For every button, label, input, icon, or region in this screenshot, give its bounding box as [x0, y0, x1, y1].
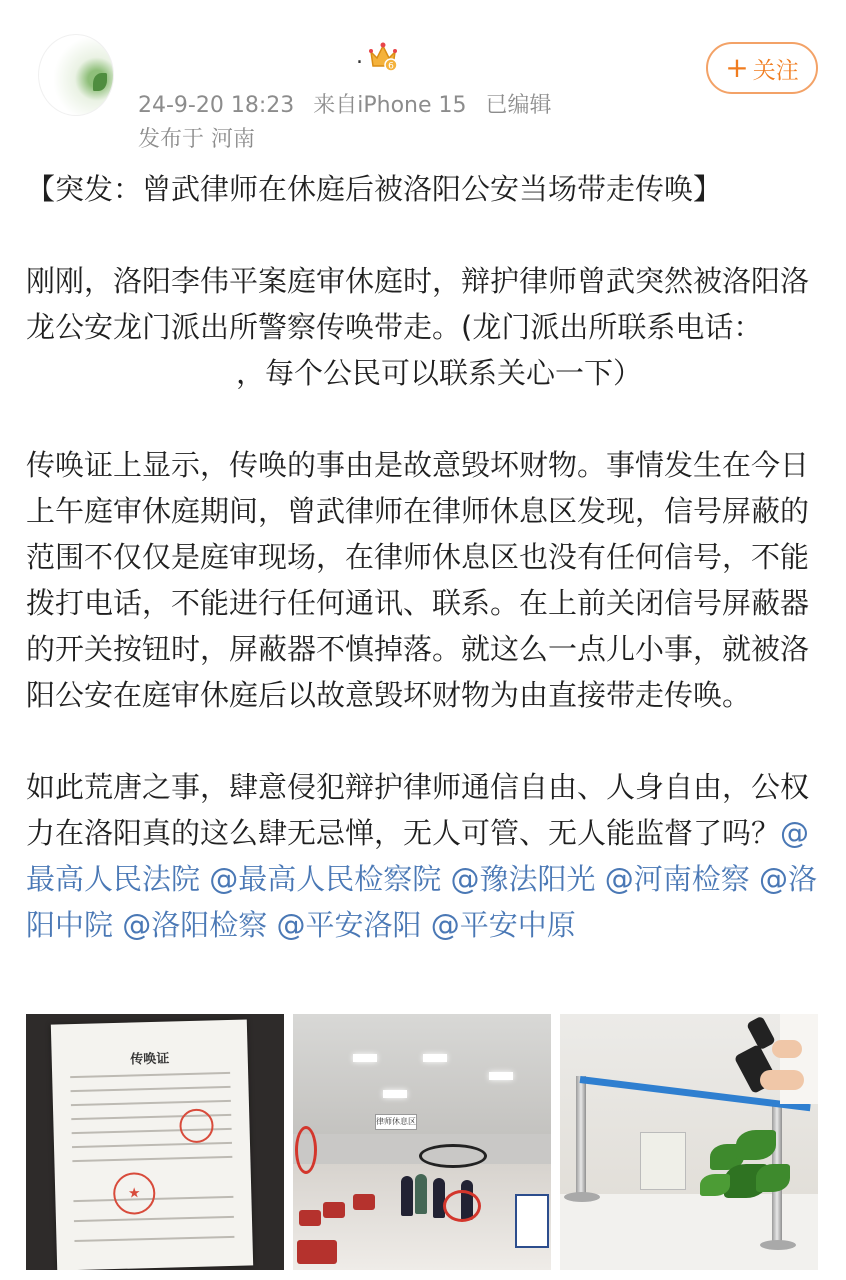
red-seal	[179, 1108, 214, 1143]
paragraph-1-text: 刚刚，洛阳李伟平案庭审休庭时，辩护律师曾武突然被洛阳洛龙公安龙门派出所警察传唤带走。(龙门派出所联系电话：	[26, 264, 810, 344]
post-title: 【突发：曾武律师在休庭后被洛阳公安当场带走传唤】	[26, 172, 723, 206]
mention-link[interactable]: @洛阳中院	[26, 862, 817, 942]
mention-link[interactable]: @洛阳检察	[122, 908, 268, 942]
post-meta	[138, 88, 564, 119]
paragraph-3-text: 如此荒唐之事，肆意侵犯辩护律师通信自由、人身自由，公权力在洛阳真的这么肆无忌惮，无人可管、无人能监督了吗？	[26, 770, 810, 850]
red-seal: ★	[113, 1172, 156, 1215]
mention-link[interactable]: @最高人民检察院	[209, 862, 442, 896]
mention-link[interactable]: @最高人民法院	[26, 816, 810, 896]
paragraph-1-tail: ，每个公民可以联系关心一下）	[236, 356, 643, 390]
summons-document-photo[interactable]	[26, 1014, 284, 1270]
post-body	[26, 166, 826, 948]
user-name[interactable]	[142, 44, 352, 72]
mention-link[interactable]: @平安洛阳	[276, 908, 422, 942]
post-timestamp: 24-9-20 18:23	[138, 93, 295, 118]
document-title: 传唤证	[130, 1051, 170, 1068]
avatar-leaf	[93, 73, 107, 91]
redacted-phone	[26, 360, 236, 390]
svg-text:6: 6	[388, 61, 394, 72]
signal-jammer-photo[interactable]	[560, 1014, 818, 1270]
rest-area-sign: 律师休息区	[375, 1114, 417, 1130]
post-location: 发布于 河南	[138, 127, 255, 152]
follow-button[interactable]	[706, 42, 818, 94]
edited-label[interactable]: 已编辑	[485, 93, 552, 118]
signal-jammer	[640, 1132, 686, 1190]
name-suffix: .	[356, 44, 363, 69]
mention-link[interactable]: @河南检察	[604, 862, 750, 896]
post-paragraph-3	[26, 764, 826, 948]
avatar[interactable]	[38, 34, 114, 116]
post-source: 来自iPhone 15	[313, 93, 467, 118]
follow-label: 关注	[752, 57, 799, 84]
post-paragraph-1	[26, 258, 826, 396]
waiting-area-photo[interactable]	[293, 1014, 551, 1270]
summons-paper	[51, 1019, 253, 1270]
post-paragraph-2: 传唤证上显示，传唤的事由是故意毁坏财物。事情发生在今日上午庭审休庭期间，曾武律师在律师休息区发现，信号屏蔽的范围不仅仅是庭审现场，在律师休息区也没有任何信号，不能拨打电话，不能进行任何通讯、联系。在上前关闭信号屏蔽器的开关按钮时，屏蔽器不慎掉落。就这么一点儿小事，就被洛阳公安在庭审休庭后以故意毁坏财物为由直接带走传唤。	[26, 448, 810, 712]
plus-icon: +	[725, 51, 749, 84]
crown-icon	[368, 40, 398, 72]
mention-link[interactable]: @豫法阳光	[450, 862, 596, 896]
image-grid	[26, 1014, 818, 1270]
mention-link[interactable]: @平安中原	[430, 908, 576, 942]
